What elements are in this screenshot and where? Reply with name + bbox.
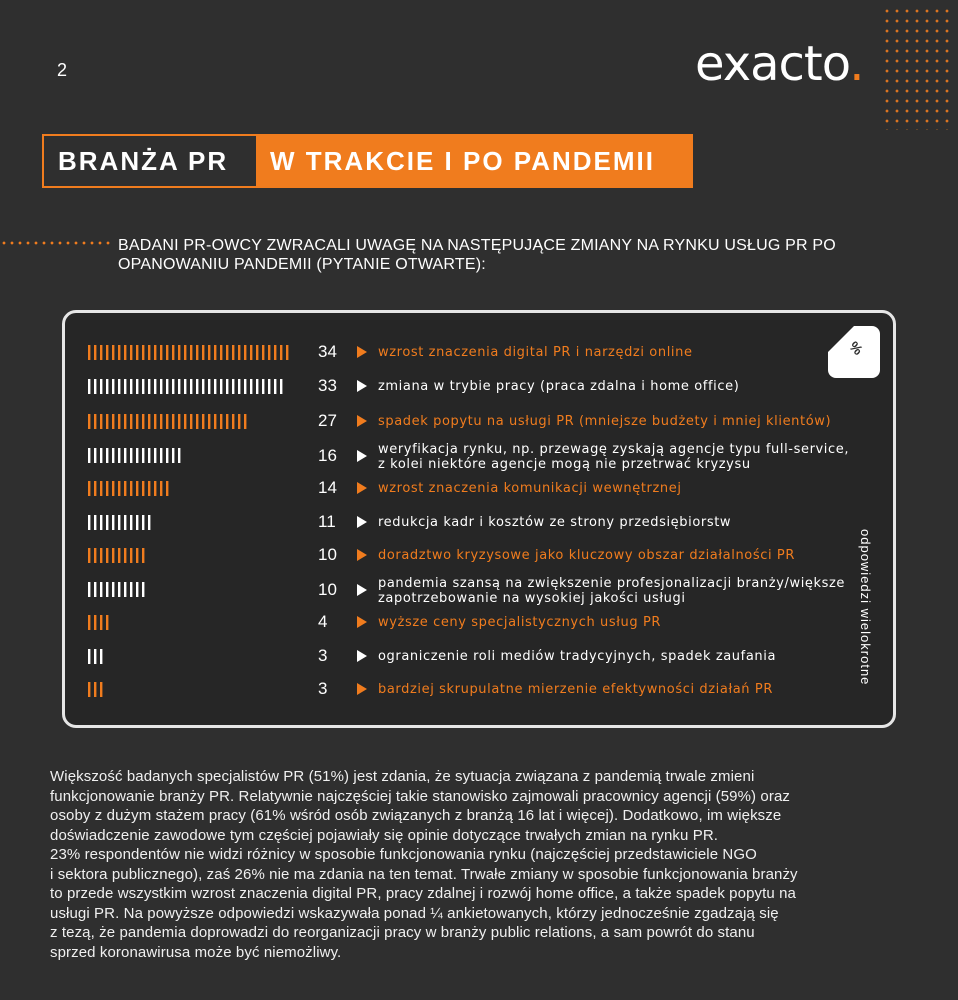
bar-stick — [130, 481, 132, 496]
bar-stick — [142, 345, 144, 360]
bar-stick — [142, 515, 144, 530]
bar-stick — [178, 414, 180, 429]
bar-stick — [118, 414, 120, 429]
data-label: 14 — [318, 478, 337, 497]
category-label — [378, 515, 858, 530]
bar-stick — [118, 515, 120, 530]
bar-stick — [160, 345, 162, 360]
category-label — [378, 481, 858, 496]
bar — [88, 615, 112, 630]
category-label — [378, 442, 858, 472]
arrow-icon — [357, 516, 367, 528]
title-right: W TRAKCIE I PO PANDEMII — [256, 134, 693, 188]
bar-stick — [166, 345, 168, 360]
body-line: 23% respondentów nie widzi różnicy w sposobie funkcjonowania rynku (najczęściej przedstawiciele NGO — [50, 846, 757, 863]
bar-stick — [148, 345, 150, 360]
category-label-line: wzrost znaczenia digital PR i narzędzi online — [378, 345, 693, 360]
bar-stick — [220, 414, 222, 429]
bar-stick — [118, 379, 120, 394]
bar-stick — [136, 515, 138, 530]
bar-stick — [118, 345, 120, 360]
bar-stick — [100, 481, 102, 496]
bar — [88, 682, 106, 697]
bar-stick — [280, 345, 282, 360]
bar-stick — [184, 414, 186, 429]
bar-stick — [106, 582, 108, 597]
bar-stick — [136, 481, 138, 496]
category-label — [378, 576, 858, 606]
bar-stick — [88, 345, 90, 360]
bar-stick — [208, 345, 210, 360]
bar-stick — [244, 379, 246, 394]
bar-stick — [172, 414, 174, 429]
arrow-icon — [357, 450, 367, 462]
bar-stick — [88, 448, 90, 463]
bar-stick — [172, 345, 174, 360]
bar-stick — [88, 682, 90, 697]
bar — [88, 548, 148, 563]
data-label: 27 — [318, 411, 337, 430]
page-number: 2 — [57, 60, 68, 80]
arrow-icon — [357, 584, 367, 596]
bar-stick — [94, 548, 96, 563]
data-label: 10 — [318, 580, 337, 599]
bar — [88, 582, 148, 597]
bar-stick — [214, 345, 216, 360]
body-line: funkcjonowanie branży PR. Relatywnie najczęściej takie stanowisko zajmowali pracownicy agencji (59%) oraz — [50, 787, 790, 805]
body-line: i sektora publicznego), zaś 26% nie ma zdania na ten temat. Trwałe zmiany w sposobie funkcjonowania branży — [50, 865, 798, 883]
bar-stick — [268, 345, 270, 360]
category-label — [378, 414, 858, 429]
bar-stick — [190, 379, 192, 394]
bar-stick — [106, 448, 108, 463]
bar-stick — [208, 414, 210, 429]
category-label-line: ograniczenie roli mediów tradycyjnych, spadek zaufania — [378, 649, 777, 664]
brand-logo — [695, 36, 864, 92]
bar-stick — [142, 481, 144, 496]
bar-stick — [100, 448, 102, 463]
bar-stick — [94, 448, 96, 463]
bar-stick — [112, 548, 114, 563]
bar-stick — [142, 379, 144, 394]
bar-stick — [94, 515, 96, 530]
bar-stick — [136, 448, 138, 463]
bar-stick — [100, 548, 102, 563]
bar-stick — [88, 515, 90, 530]
bar-stick — [172, 448, 174, 463]
bar-stick — [130, 448, 132, 463]
bar-stick — [94, 649, 96, 664]
bar-stick — [190, 345, 192, 360]
logo-text: exacto — [695, 36, 850, 92]
bar-stick — [124, 414, 126, 429]
bar-stick — [118, 582, 120, 597]
bar-stick — [124, 548, 126, 563]
bar-stick — [202, 345, 204, 360]
category-label-line: zapotrzebowanie na wysokiej jakości usługi — [378, 591, 686, 606]
bar-stick — [94, 582, 96, 597]
bar-stick — [280, 379, 282, 394]
bar-stick — [100, 582, 102, 597]
arrow-icon — [357, 616, 367, 628]
body-line: to przede wszystkim wzrost znaczenia digital PR, pracy zdalnej i rozwój home office, a także spadek popytu na — [50, 885, 796, 902]
bar-stick — [112, 515, 114, 530]
body-line: Większość badanych specjalistów PR (51%) jest zdania, że sytuacja związana z pandemią trwale zmieni — [50, 768, 755, 785]
bar-stick — [184, 345, 186, 360]
bar-stick — [196, 345, 198, 360]
bar-stick — [94, 414, 96, 429]
bar-stick — [130, 414, 132, 429]
bar-stick — [130, 548, 132, 563]
bar-stick — [256, 345, 258, 360]
category-label-line: zmiana w trybie pracy (praca zdalna i home office) — [378, 379, 740, 394]
category-label — [378, 649, 858, 664]
percent-icon: % — [846, 337, 867, 359]
bar-stick — [232, 414, 234, 429]
bar-stick — [160, 414, 162, 429]
bar-stick — [88, 649, 90, 664]
bar-stick — [88, 379, 90, 394]
bar-stick — [106, 379, 108, 394]
bar-stick — [166, 481, 168, 496]
bar-stick — [250, 345, 252, 360]
bar-stick — [244, 345, 246, 360]
category-label-line: spadek popytu na usługi PR (mniejsze budżety i mniej klientów) — [378, 414, 832, 429]
arrow-icon — [357, 549, 367, 561]
bar-stick — [208, 379, 210, 394]
bar-stick — [178, 345, 180, 360]
bar-stick — [166, 379, 168, 394]
category-label-line: weryfikacja rynku, np. przewagę zyskają agencje typu full-service, — [378, 442, 850, 457]
body-line: osoby z dużym stażem pracy (61% wśród osób związanych z branżą 16 lat i więcej). Dodatkowo, im większe — [50, 807, 782, 824]
bar-stick — [124, 515, 126, 530]
bar — [88, 481, 172, 496]
bar-stick — [130, 345, 132, 360]
category-label — [378, 682, 858, 697]
category-label — [378, 615, 858, 630]
bar-stick — [226, 414, 228, 429]
bar-stick — [106, 414, 108, 429]
bar-stick — [226, 345, 228, 360]
bar-stick — [118, 548, 120, 563]
bar-stick — [124, 345, 126, 360]
bar-stick — [112, 379, 114, 394]
bar-stick — [112, 448, 114, 463]
bar-stick — [94, 481, 96, 496]
data-label: 4 — [318, 612, 328, 631]
bar-stick — [262, 379, 264, 394]
bar — [88, 649, 106, 664]
decorative-dot-grid — [882, 6, 952, 130]
bar-stick — [136, 379, 138, 394]
bar-stick — [160, 448, 162, 463]
bar-stick — [124, 379, 126, 394]
category-label-line: redukcja kadr i kosztów ze strony przedsiębiorstw — [378, 515, 732, 530]
bar-stick — [100, 345, 102, 360]
bar-stick — [148, 481, 150, 496]
data-label: 11 — [318, 512, 336, 531]
bar-stick — [274, 379, 276, 394]
bar-stick — [154, 481, 156, 496]
bar-stick — [238, 414, 240, 429]
bar-stick — [184, 379, 186, 394]
bar-stick — [112, 345, 114, 360]
body-line: z tezą, że pandemia doprowadzi do reorganizacji pracy w branży public relations, a sam powrót do stanu — [50, 924, 755, 941]
bar-stick — [94, 379, 96, 394]
bar-stick — [238, 345, 240, 360]
bar-stick — [148, 414, 150, 429]
bar-stick — [112, 481, 114, 496]
bar-stick — [100, 615, 102, 630]
bar-stick — [256, 379, 258, 394]
bar-stick — [154, 345, 156, 360]
bar-stick — [112, 414, 114, 429]
bar-stick — [196, 379, 198, 394]
category-label — [378, 345, 858, 360]
bar-stick — [106, 548, 108, 563]
bar-stick — [100, 515, 102, 530]
bar-stick — [232, 345, 234, 360]
bar-stick — [124, 481, 126, 496]
bar-stick — [88, 615, 90, 630]
bar-stick — [142, 548, 144, 563]
decorative-dot-line — [0, 240, 112, 246]
bar-stick — [226, 379, 228, 394]
arrow-icon — [357, 650, 367, 662]
data-label: 16 — [318, 446, 337, 465]
title-left: BRANŻA PR — [42, 134, 256, 188]
data-label: 33 — [318, 376, 337, 395]
category-label-line: pandemia szansą na zwiększenie profesjonalizacji branży/większe — [378, 576, 846, 591]
intro-text: BADANI PR-OWCY ZWRACALI UWAGĘ NA NASTĘPUJĄCE ZMIANY NA RYNKU USŁUG PR PO OPANOWANIU PANDEMII (PYTANIE OTWARTE): — [118, 237, 836, 273]
bar-stick — [172, 379, 174, 394]
arrow-icon — [357, 683, 367, 695]
category-label-line: z kolei niektóre agencje mogą nie przetrwać kryzysu — [378, 457, 751, 472]
bar-stick — [136, 548, 138, 563]
bar-stick — [100, 379, 102, 394]
bar — [88, 515, 154, 530]
bar-stick — [238, 379, 240, 394]
bar-stick — [124, 448, 126, 463]
bar-stick — [244, 414, 246, 429]
category-label-line: bardziej skrupulatne mierzenie efektywności działań PR — [378, 682, 773, 697]
bar-stick — [196, 414, 198, 429]
bar-stick — [178, 379, 180, 394]
arrow-icon — [357, 380, 367, 392]
bar-stick — [100, 649, 102, 664]
data-label: 3 — [318, 679, 328, 698]
bar-stick — [154, 379, 156, 394]
category-label-line: wzrost znaczenia komunikacji wewnętrznej — [378, 481, 682, 496]
body-line: usługi PR. Na powyższe odpowiedzi wskazywała ponad ¼ ankietowanych, którzy jednocześnie zgadzają się — [50, 904, 779, 922]
bar-stick — [136, 582, 138, 597]
bar-stick — [88, 582, 90, 597]
bar-stick — [214, 414, 216, 429]
bar-stick — [286, 345, 288, 360]
bar-stick — [88, 481, 90, 496]
bar-stick — [142, 414, 144, 429]
arrow-icon — [357, 482, 367, 494]
bar-stick — [220, 379, 222, 394]
bar-stick — [148, 515, 150, 530]
bar-stick — [268, 379, 270, 394]
bar-stick — [100, 414, 102, 429]
bar-stick — [202, 379, 204, 394]
bar-stick — [274, 345, 276, 360]
bar-stick — [142, 448, 144, 463]
bar — [88, 448, 184, 463]
bar-stick — [106, 481, 108, 496]
bar-stick — [118, 481, 120, 496]
bar — [88, 345, 292, 360]
bar-stick — [118, 448, 120, 463]
bar-stick — [214, 379, 216, 394]
body-text — [50, 767, 910, 962]
arrow-icon — [357, 415, 367, 427]
bar-stick — [142, 582, 144, 597]
bar-stick — [178, 448, 180, 463]
bar-stick — [106, 515, 108, 530]
bar-stick — [160, 379, 162, 394]
data-label: 10 — [318, 545, 337, 564]
bar — [88, 379, 286, 394]
logo-dot: . — [849, 36, 864, 92]
body-line: sprzed koronawirusa może być niemożliwy. — [50, 943, 342, 961]
bar-stick — [262, 345, 264, 360]
bar-stick — [154, 448, 156, 463]
bar-stick — [124, 582, 126, 597]
bar-stick — [106, 345, 108, 360]
bar-stick — [100, 682, 102, 697]
bar-stick — [94, 615, 96, 630]
bar-stick — [202, 414, 204, 429]
bar-stick — [130, 515, 132, 530]
bar — [88, 414, 250, 429]
bar-stick — [130, 582, 132, 597]
chart-side-note: odpowiedzi wielokrotne — [858, 529, 873, 686]
bar-stick — [148, 379, 150, 394]
bar-stick — [166, 414, 168, 429]
bar-stick — [106, 615, 108, 630]
body-line: doświadczenie zawodowe tym częściej pojawiały się opinie dotyczące trwałych zmian na rynku PR. — [50, 826, 719, 844]
bar-stick — [160, 481, 162, 496]
data-label: 3 — [318, 646, 328, 665]
bar-stick — [130, 379, 132, 394]
bar-stick — [148, 448, 150, 463]
data-label: 34 — [318, 342, 337, 361]
bar-stick — [94, 682, 96, 697]
bar-stick — [232, 379, 234, 394]
bar-stick — [166, 448, 168, 463]
arrow-icon — [357, 346, 367, 358]
bar-stick — [154, 414, 156, 429]
page-title — [42, 134, 693, 188]
bar-stick — [136, 345, 138, 360]
bar-stick — [88, 548, 90, 563]
category-label-line: wyższe ceny specjalistycznych usług PR — [378, 615, 662, 630]
bar-stick — [190, 414, 192, 429]
bar-stick — [136, 414, 138, 429]
bar-stick — [112, 582, 114, 597]
bar-stick — [94, 345, 96, 360]
bar-stick — [220, 345, 222, 360]
category-label-line: doradztwo kryzysowe jako kluczowy obszar działalności PR — [378, 548, 795, 563]
bar-stick — [250, 379, 252, 394]
category-label — [378, 548, 858, 563]
category-label — [378, 379, 858, 394]
bar-stick — [88, 414, 90, 429]
